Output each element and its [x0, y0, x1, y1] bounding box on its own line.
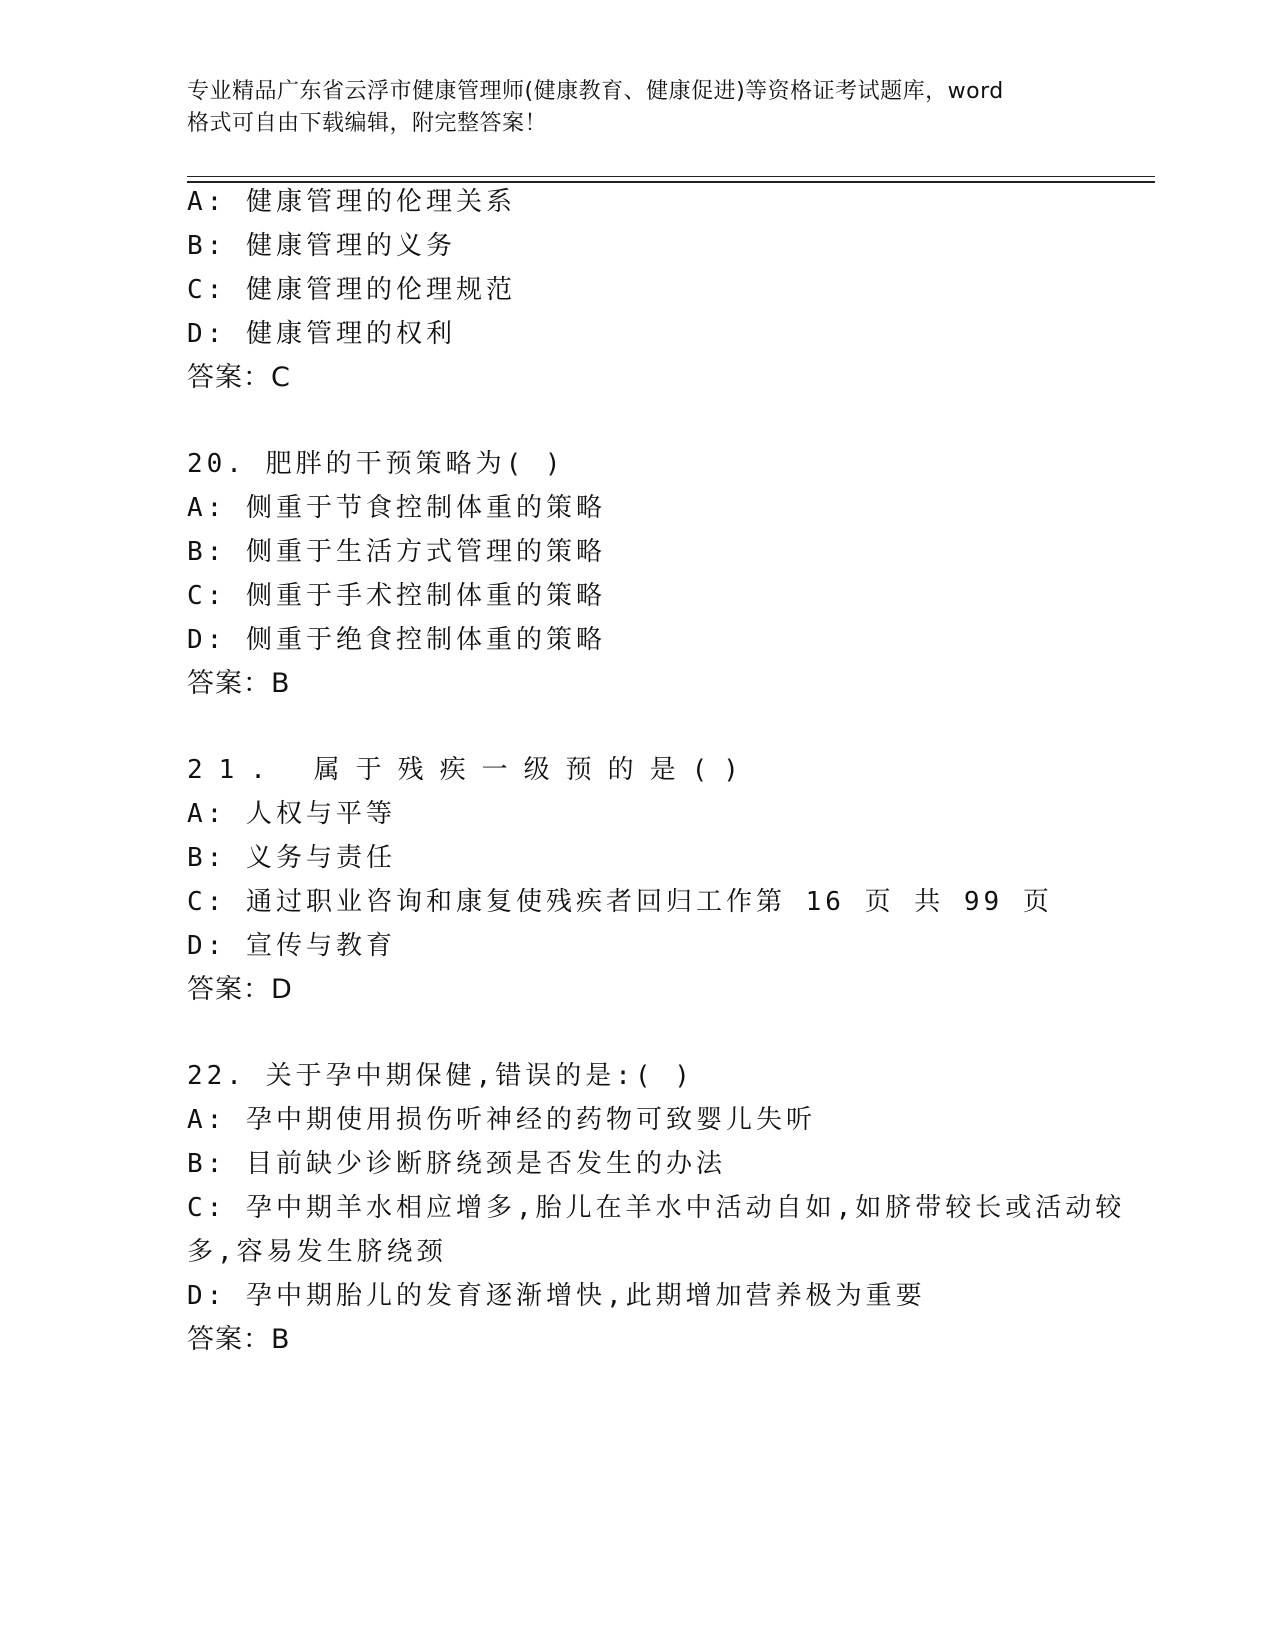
q20-option-a: A: 侧重于节食控制体重的策略	[187, 493, 606, 523]
q22-option-d: D: 孕中期胎儿的发育逐渐增快,此期增加营养极为重要	[187, 1281, 926, 1311]
q22-option-c-line-1: C: 孕中期羊水相应增多,胎儿在羊水中活动自如,如脐带较长或活动较	[187, 1193, 1126, 1223]
q19-option-b: B: 健康管理的义务	[187, 231, 456, 261]
document-header	[187, 76, 1107, 140]
q19-option-a: A: 健康管理的伦理关系	[187, 187, 516, 217]
header-line-2: 格式可自由下载编辑，附完整答案！	[187, 111, 548, 136]
q19-option-c: C: 健康管理的伦理规范	[187, 275, 516, 305]
q21-question: 21. 属于残疾一级预的是()	[187, 755, 755, 785]
q21-option-c: C: 通过职业咨询和康复使残疾者回归工作第 16 页 共 99 页	[187, 887, 1053, 917]
q20-answer: 答案：B	[187, 668, 291, 699]
q19-answer: 答案：C	[187, 362, 291, 393]
q21-option-a: A: 人权与平等	[187, 799, 396, 829]
q22-option-b: B: 目前缺少诊断脐绕颈是否发生的办法	[187, 1149, 726, 1179]
q21-option-b: B: 义务与责任	[187, 843, 396, 873]
q20-option-b: B: 侧重于生活方式管理的策略	[187, 537, 606, 567]
header-divider-thick	[187, 181, 1155, 183]
q20-option-c: C: 侧重于手术控制体重的策略	[187, 581, 606, 611]
q22-answer: 答案：B	[187, 1324, 291, 1355]
q22-option-c-line-2: 多,容易发生脐绕颈	[187, 1237, 447, 1267]
q19-option-d: D: 健康管理的权利	[187, 319, 456, 349]
q22-option-a: A: 孕中期使用损伤听神经的药物可致婴儿失听	[187, 1105, 816, 1135]
q20-option-d: D: 侧重于绝食控制体重的策略	[187, 625, 606, 655]
q20-question: 20. 肥胖的干预策略为( )	[187, 449, 565, 479]
header-divider-thin	[187, 176, 1155, 177]
q21-answer: 答案：D	[187, 974, 293, 1005]
q22-question: 22. 关于孕中期保健,错误的是:( )	[187, 1061, 694, 1091]
q21-option-d: D: 宣传与教育	[187, 931, 396, 961]
header-line-1: 专业精品广东省云浮市健康管理师(健康教育、健康促进)等资格证考试题库，word	[187, 79, 1004, 104]
